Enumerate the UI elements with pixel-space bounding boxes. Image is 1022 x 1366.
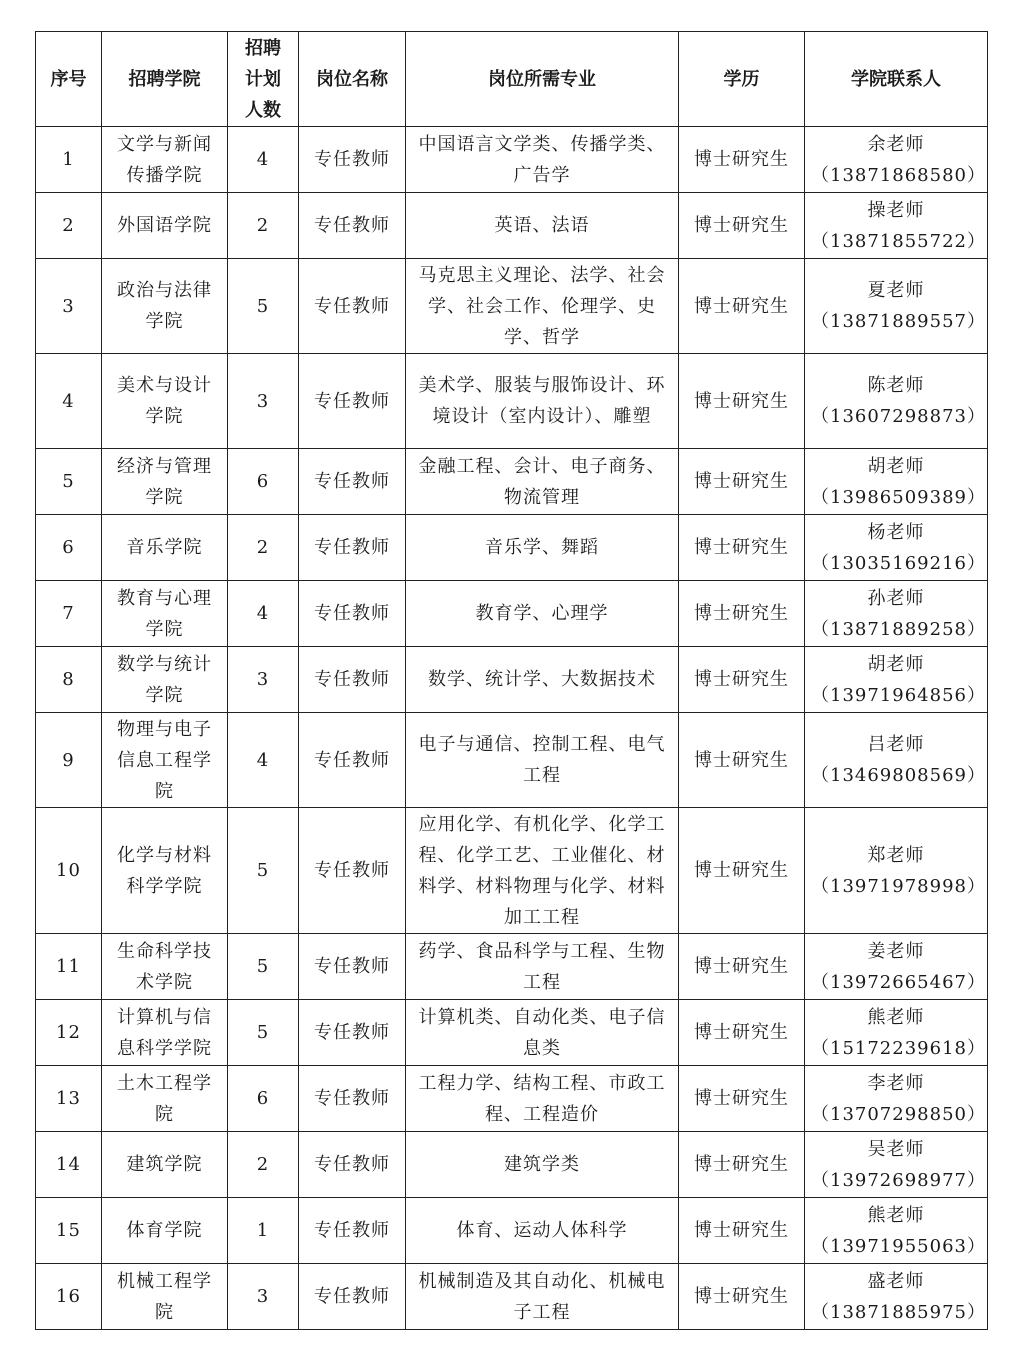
contact-phone: （13035169216） <box>811 552 986 574</box>
row-index: 7 <box>36 581 102 647</box>
row-contact <box>805 449 988 515</box>
row-major: 电子与通信、控制工程、电气工程 <box>406 713 679 808</box>
row-position: 专任教师 <box>299 354 406 449</box>
contact-name: 熊老师 <box>867 1204 925 1226</box>
row-degree: 博士研究生 <box>679 1066 805 1132</box>
row-index: 1 <box>36 127 102 193</box>
row-college: 生命科学技术学院 <box>102 934 228 1000</box>
row-major: 工程力学、结构工程、市政工程、工程造价 <box>406 1066 679 1132</box>
row-degree: 博士研究生 <box>679 647 805 713</box>
contact-phone: （13972698977） <box>811 1169 986 1191</box>
row-degree: 博士研究生 <box>679 581 805 647</box>
contact-phone: （13607298873） <box>811 406 986 427</box>
row-contact <box>805 1198 988 1264</box>
row-contact <box>805 1066 988 1132</box>
row-major: 建筑学类 <box>406 1132 679 1198</box>
row-count: 4 <box>228 581 299 647</box>
table-row <box>36 259 988 354</box>
table-row <box>36 449 988 515</box>
table-row <box>36 934 988 1000</box>
row-contact <box>805 259 988 354</box>
row-position: 专任教师 <box>299 1264 406 1330</box>
row-college: 物理与电子信息工程学院 <box>102 713 228 808</box>
row-count: 4 <box>228 127 299 193</box>
row-degree: 博士研究生 <box>679 1264 805 1330</box>
row-major: 中国语言文学类、传播学类、广告学 <box>406 127 679 193</box>
row-college: 化学与材料科学学院 <box>102 808 228 934</box>
table-row <box>36 127 988 193</box>
row-contact <box>805 1264 988 1330</box>
row-count: 4 <box>228 713 299 808</box>
row-major: 美术学、服装与服饰设计、环境设计（室内设计）、雕塑 <box>406 354 679 449</box>
row-count: 2 <box>228 1132 299 1198</box>
row-position: 专任教师 <box>299 808 406 934</box>
contact-phone: （13871855722） <box>811 230 986 252</box>
row-college: 数学与统计学院 <box>102 647 228 713</box>
row-college: 政治与法律学院 <box>102 259 228 354</box>
row-degree: 博士研究生 <box>679 934 805 1000</box>
table-row <box>36 1000 988 1066</box>
row-position: 专任教师 <box>299 581 406 647</box>
header-degree: 学历 <box>679 32 805 127</box>
row-position: 专任教师 <box>299 1000 406 1066</box>
header-contact: 学院联系人 <box>805 32 988 127</box>
row-college: 建筑学院 <box>102 1132 228 1198</box>
contact-phone: （13871885975） <box>811 1301 986 1323</box>
row-contact <box>805 934 988 1000</box>
row-degree: 博士研究生 <box>679 713 805 808</box>
row-position: 专任教师 <box>299 449 406 515</box>
contact-name: 胡老师 <box>867 455 925 477</box>
row-major: 药学、食品科学与工程、生物工程 <box>406 934 679 1000</box>
row-count: 1 <box>228 1198 299 1264</box>
row-index: 13 <box>36 1066 102 1132</box>
table-row <box>36 713 988 808</box>
contact-name: 熊老师 <box>867 1006 925 1028</box>
row-position: 专任教师 <box>299 713 406 808</box>
table-row <box>36 193 988 259</box>
row-index: 15 <box>36 1198 102 1264</box>
row-index: 5 <box>36 449 102 515</box>
contact-phone: （15172239618） <box>811 1037 986 1059</box>
row-degree: 博士研究生 <box>679 1198 805 1264</box>
row-position: 专任教师 <box>299 647 406 713</box>
header-position: 岗位名称 <box>299 32 406 127</box>
row-college: 音乐学院 <box>102 515 228 581</box>
table-row <box>36 1132 988 1198</box>
contact-name: 夏老师 <box>867 280 925 301</box>
row-college: 经济与管理学院 <box>102 449 228 515</box>
row-position: 专任教师 <box>299 1132 406 1198</box>
row-major: 数学、统计学、大数据技术 <box>406 647 679 713</box>
contact-name: 杨老师 <box>867 521 925 543</box>
contact-phone: （13971964856） <box>811 684 986 706</box>
row-position: 专任教师 <box>299 515 406 581</box>
row-count: 6 <box>228 449 299 515</box>
row-index: 6 <box>36 515 102 581</box>
row-position: 专任教师 <box>299 1066 406 1132</box>
contact-name: 操老师 <box>867 199 925 221</box>
table-row <box>36 354 988 449</box>
row-count: 2 <box>228 515 299 581</box>
row-count: 3 <box>228 1264 299 1330</box>
recruitment-table <box>35 31 988 1330</box>
row-index: 12 <box>36 1000 102 1066</box>
row-college: 计算机与信息科学学院 <box>102 1000 228 1066</box>
contact-name: 李老师 <box>867 1072 925 1094</box>
row-contact <box>805 354 988 449</box>
row-contact <box>805 808 988 934</box>
contact-phone: （13469808569） <box>811 765 986 786</box>
contact-phone: （13871868580） <box>811 164 986 186</box>
row-index: 3 <box>36 259 102 354</box>
row-index: 2 <box>36 193 102 259</box>
row-count: 5 <box>228 934 299 1000</box>
contact-name: 陈老师 <box>867 375 925 396</box>
row-position: 专任教师 <box>299 127 406 193</box>
row-degree: 博士研究生 <box>679 449 805 515</box>
row-major: 金融工程、会计、电子商务、物流管理 <box>406 449 679 515</box>
row-college: 体育学院 <box>102 1198 228 1264</box>
contact-phone: （13971978998） <box>811 875 986 897</box>
row-college: 教育与心理学院 <box>102 581 228 647</box>
row-position: 专任教师 <box>299 193 406 259</box>
row-position: 专任教师 <box>299 259 406 354</box>
table-row <box>36 1198 988 1264</box>
header-college: 招聘学院 <box>102 32 228 127</box>
header-row <box>36 32 988 127</box>
row-index: 9 <box>36 713 102 808</box>
row-major: 马克思主义理论、法学、社会学、社会工作、伦理学、史学、哲学 <box>406 259 679 354</box>
row-contact <box>805 713 988 808</box>
row-count: 5 <box>228 259 299 354</box>
row-degree: 博士研究生 <box>679 515 805 581</box>
row-degree: 博士研究生 <box>679 127 805 193</box>
header-count: 招聘计划人数 <box>228 32 299 127</box>
row-contact <box>805 1132 988 1198</box>
row-degree: 博士研究生 <box>679 193 805 259</box>
row-count: 3 <box>228 647 299 713</box>
row-contact <box>805 127 988 193</box>
table-header <box>36 32 988 127</box>
row-major: 英语、法语 <box>406 193 679 259</box>
row-major: 音乐学、舞蹈 <box>406 515 679 581</box>
contact-name: 郑老师 <box>867 844 925 866</box>
row-degree: 博士研究生 <box>679 354 805 449</box>
contact-name: 吴老师 <box>867 1138 925 1160</box>
row-major: 机械制造及其自动化、机械电子工程 <box>406 1264 679 1330</box>
row-college: 文学与新闻传播学院 <box>102 127 228 193</box>
row-index: 16 <box>36 1264 102 1330</box>
row-contact <box>805 515 988 581</box>
row-college: 美术与设计学院 <box>102 354 228 449</box>
header-index: 序号 <box>36 32 102 127</box>
row-position: 专任教师 <box>299 1198 406 1264</box>
row-contact <box>805 647 988 713</box>
row-major: 计算机类、自动化类、电子信息类 <box>406 1000 679 1066</box>
row-degree: 博士研究生 <box>679 808 805 934</box>
contact-name: 姜老师 <box>867 940 925 962</box>
row-index: 8 <box>36 647 102 713</box>
contact-phone: （13871889258） <box>811 618 986 640</box>
table-row <box>36 1264 988 1330</box>
table-row <box>36 647 988 713</box>
row-index: 4 <box>36 354 102 449</box>
contact-phone: （13871889557） <box>811 311 986 332</box>
contact-name: 余老师 <box>867 133 925 155</box>
table-body <box>36 127 988 1330</box>
row-contact <box>805 581 988 647</box>
contact-name: 盛老师 <box>867 1270 925 1292</box>
row-contact <box>805 193 988 259</box>
row-count: 6 <box>228 1066 299 1132</box>
contact-phone: （13707298850） <box>811 1103 986 1125</box>
contact-name: 胡老师 <box>867 653 925 675</box>
row-major: 体育、运动人体科学 <box>406 1198 679 1264</box>
contact-name: 孙老师 <box>867 587 925 609</box>
row-college: 土木工程学院 <box>102 1066 228 1132</box>
row-contact <box>805 1000 988 1066</box>
table-row <box>36 581 988 647</box>
contact-phone: （13986509389） <box>811 486 986 508</box>
row-count: 2 <box>228 193 299 259</box>
contact-phone: （13972665467） <box>811 971 986 993</box>
row-count: 3 <box>228 354 299 449</box>
header-major: 岗位所需专业 <box>406 32 679 127</box>
row-count: 5 <box>228 808 299 934</box>
row-index: 11 <box>36 934 102 1000</box>
row-count: 5 <box>228 1000 299 1066</box>
row-degree: 博士研究生 <box>679 1000 805 1066</box>
row-college: 外国语学院 <box>102 193 228 259</box>
row-college: 机械工程学院 <box>102 1264 228 1330</box>
contact-name: 吕老师 <box>867 734 925 755</box>
table-row <box>36 808 988 934</box>
row-index: 14 <box>36 1132 102 1198</box>
row-position: 专任教师 <box>299 934 406 1000</box>
row-index: 10 <box>36 808 102 934</box>
table-row <box>36 515 988 581</box>
row-major: 教育学、心理学 <box>406 581 679 647</box>
row-degree: 博士研究生 <box>679 1132 805 1198</box>
row-degree: 博士研究生 <box>679 259 805 354</box>
contact-phone: （13971955063） <box>811 1235 986 1257</box>
table-row <box>36 1066 988 1132</box>
row-major: 应用化学、有机化学、化学工程、化学工艺、工业催化、材料学、材料物理与化学、材料加工工程 <box>406 808 679 934</box>
